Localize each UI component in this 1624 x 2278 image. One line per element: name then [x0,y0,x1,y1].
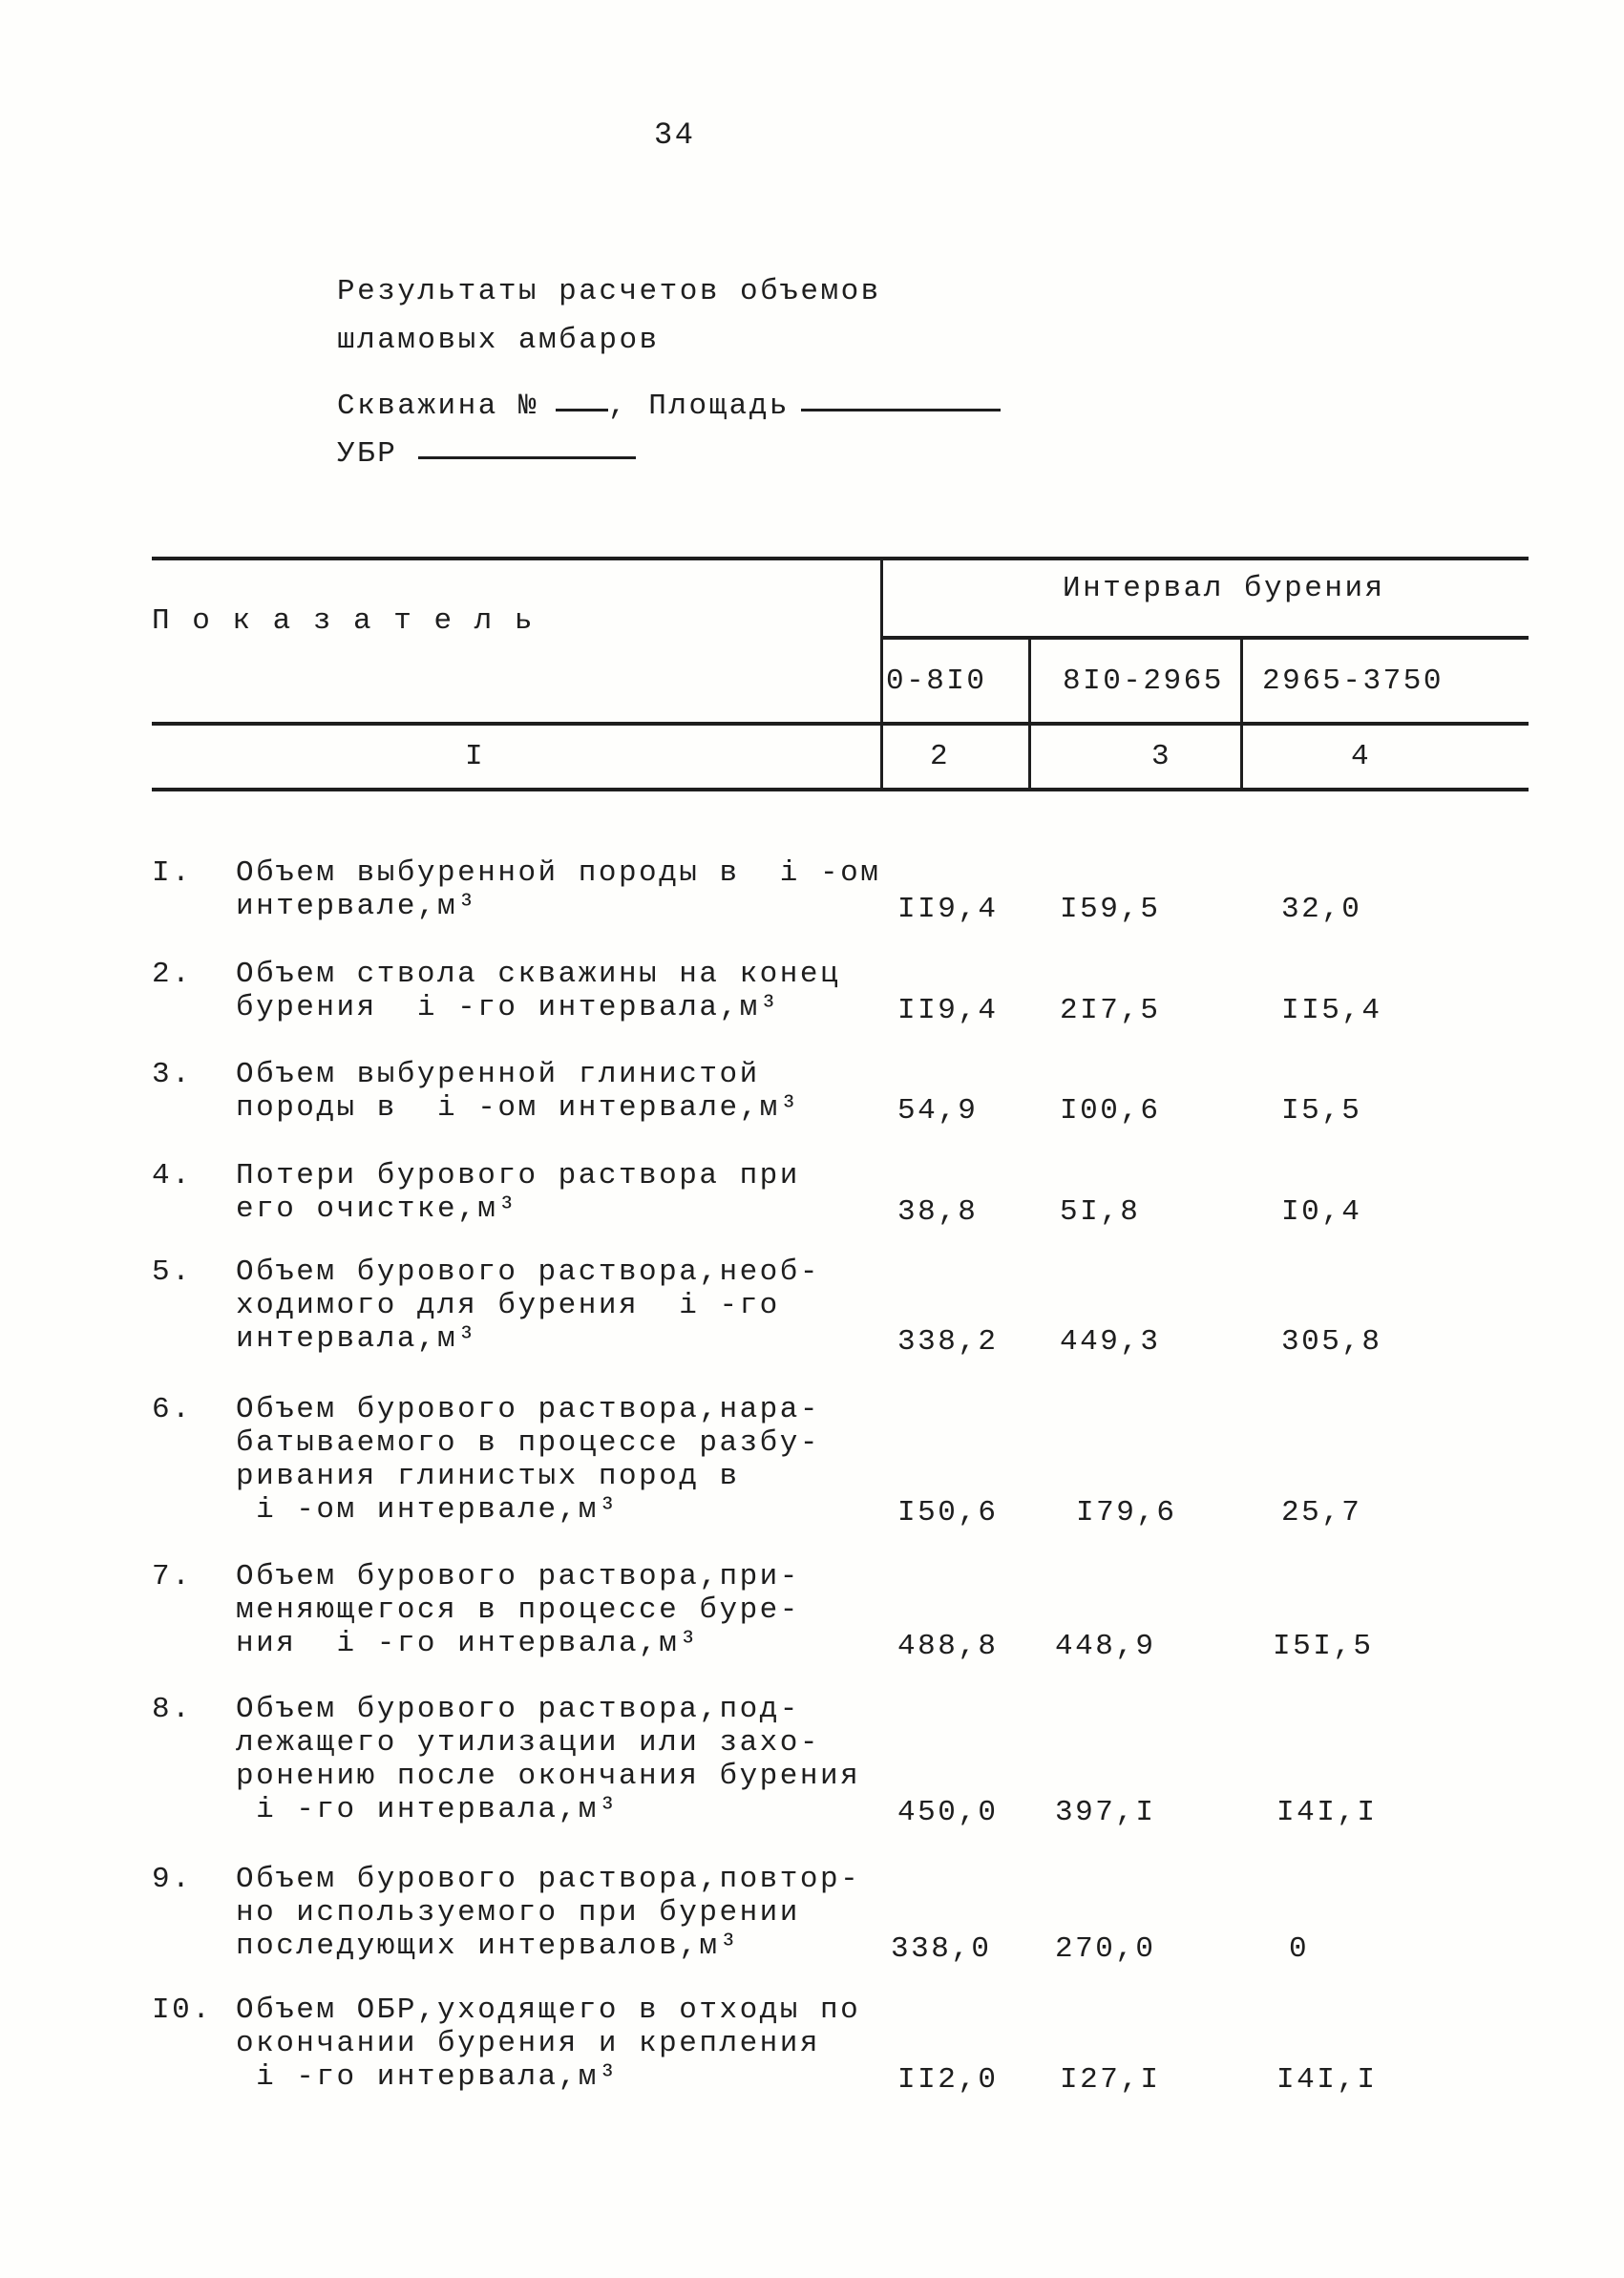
description-line: ривания глинистых пород в [236,1460,740,1493]
value-interval-2: I00,6 [1060,1094,1161,1128]
value-interval-2: 448,9 [1055,1630,1156,1663]
description-line: ния i -го интервала,м³ [236,1627,700,1660]
value-interval-2: 2I7,5 [1060,994,1161,1027]
interval-group-rule [881,636,1529,640]
description-line: Объем ОБР,уходящего в отходы по [236,1993,861,2027]
table-row [152,1993,1529,2097]
row-number: I0. [152,1993,213,2027]
description-line: Объем бурового раствора,под- [236,1693,800,1726]
document-title-line-2: шламовых амбаров [337,324,660,357]
row-number: 5. [152,1255,193,1289]
value-interval-3: I5,5 [1281,1094,1362,1128]
value-interval-1: 488,8 [897,1630,999,1663]
description-line: его очистке,м³ [236,1192,518,1226]
row-number: 9. [152,1863,193,1896]
description-line: Потери бурового раствора при [236,1159,800,1192]
description-line: последующих интервалов,м³ [236,1930,740,1963]
table-row [152,1058,1529,1128]
table-top-rule [152,557,1529,560]
description-line: меняющегося в процессе буре- [236,1593,800,1627]
table-row [152,1560,1529,1663]
value-interval-3: 0 [1289,1932,1310,1966]
area-blank [801,408,1001,411]
column-divider-3 [1240,638,1243,791]
document-title-line-1: Результаты расчетов объемов [337,275,881,308]
description-line: ронению после окончания бурения [236,1760,861,1793]
page-number: 34 [654,117,696,153]
table-row [152,856,1529,926]
ubr-line [337,437,636,471]
column-divider-1 [880,559,883,791]
row-number: 6. [152,1393,193,1426]
description-line: ходимого для бурения i -го [236,1289,780,1322]
description-line: Объем выбуренной глинистой [236,1058,760,1091]
value-interval-1: I50,6 [897,1496,999,1529]
value-interval-1: II2,0 [897,2063,999,2097]
row-number: I. [152,856,193,890]
value-interval-2: 449,3 [1060,1325,1161,1359]
value-interval-1: II9,4 [897,994,999,1027]
row-number: 7. [152,1560,193,1593]
area-label: , Площадь [608,390,790,423]
row-description [236,1863,1529,1963]
interval-group-header: Интервал бурения [1063,572,1385,605]
table-row [152,1863,1529,1966]
value-interval-3: 32,0 [1281,893,1362,926]
value-interval-3: I4I,I [1276,1796,1378,1829]
well-label: Скважина № [337,390,539,423]
row-number: 8. [152,1693,193,1726]
value-interval-3: I0,4 [1281,1195,1362,1229]
well-number-blank [556,408,608,411]
description-line: i -ом интервале,м³ [236,1493,619,1527]
interval-header-1: 0-8I0 [886,664,987,698]
value-interval-3: I5I,5 [1273,1630,1374,1663]
value-interval-1: 338,2 [897,1325,999,1359]
description-line: Объем бурового раствора,при- [236,1560,800,1593]
description-line: Объем выбуренной породы в i -ом [236,856,881,890]
table-row [152,1693,1529,1829]
indicator-header: П о к а з а т е л ь [152,604,535,638]
header-bottom-rule [152,722,1529,726]
table-row [152,958,1529,1027]
column-numbers-rule [152,788,1529,791]
row-number: 4. [152,1159,193,1192]
value-interval-2: 5I,8 [1060,1195,1141,1229]
value-interval-1: 38,8 [897,1195,979,1229]
value-interval-2: I59,5 [1060,893,1161,926]
value-interval-2: 397,I [1055,1796,1156,1829]
column-number-2: 2 [930,740,951,773]
ubr-label: УБР [337,437,398,471]
column-number-3: 3 [1151,740,1172,773]
value-interval-3: II5,4 [1281,994,1382,1027]
value-interval-2: I27,I [1060,2063,1161,2097]
description-line: i -го интервала,м³ [236,2060,619,2094]
column-divider-2 [1028,638,1031,791]
column-number-1: I [465,740,486,773]
column-number-4: 4 [1351,740,1372,773]
description-line: лежащего утилизации или захо- [236,1726,820,1760]
table-row [152,1255,1529,1359]
value-interval-3: 25,7 [1281,1496,1362,1529]
table-row [152,1159,1529,1229]
description-line: интервала,м³ [236,1322,478,1356]
value-interval-1: 54,9 [897,1094,979,1128]
description-line: но используемого при бурении [236,1896,800,1930]
description-line: интервале,м³ [236,890,478,923]
well-area-line [337,390,1001,423]
interval-header-2: 8I0-2965 [1063,664,1224,698]
description-line: породы в i -ом интервале,м³ [236,1091,800,1125]
table-row [152,1393,1529,1527]
description-line: i -го интервала,м³ [236,1793,619,1826]
description-line: Объем бурового раствора,повтор- [236,1863,861,1896]
row-number: 3. [152,1058,193,1091]
value-interval-2: I79,6 [1076,1496,1177,1529]
value-interval-3: I4I,I [1276,2063,1378,2097]
description-line: Объем ствола скважины на конец [236,958,841,991]
ubr-blank [418,455,636,459]
value-interval-1: II9,4 [897,893,999,926]
value-interval-2: 270,0 [1055,1932,1156,1966]
row-number: 2. [152,958,193,991]
value-interval-3: 305,8 [1281,1325,1382,1359]
description-line: батываемого в процессе разбу- [236,1426,820,1460]
description-line: Объем бурового раствора,нара- [236,1393,820,1426]
description-line: Объем бурового раствора,необ- [236,1255,820,1289]
value-interval-1: 338,0 [891,1932,992,1966]
description-line: бурения i -го интервала,м³ [236,991,780,1024]
interval-header-3: 2965-3750 [1262,664,1444,698]
description-line: окончании бурения и крепления [236,2027,820,2060]
value-interval-1: 450,0 [897,1796,999,1829]
